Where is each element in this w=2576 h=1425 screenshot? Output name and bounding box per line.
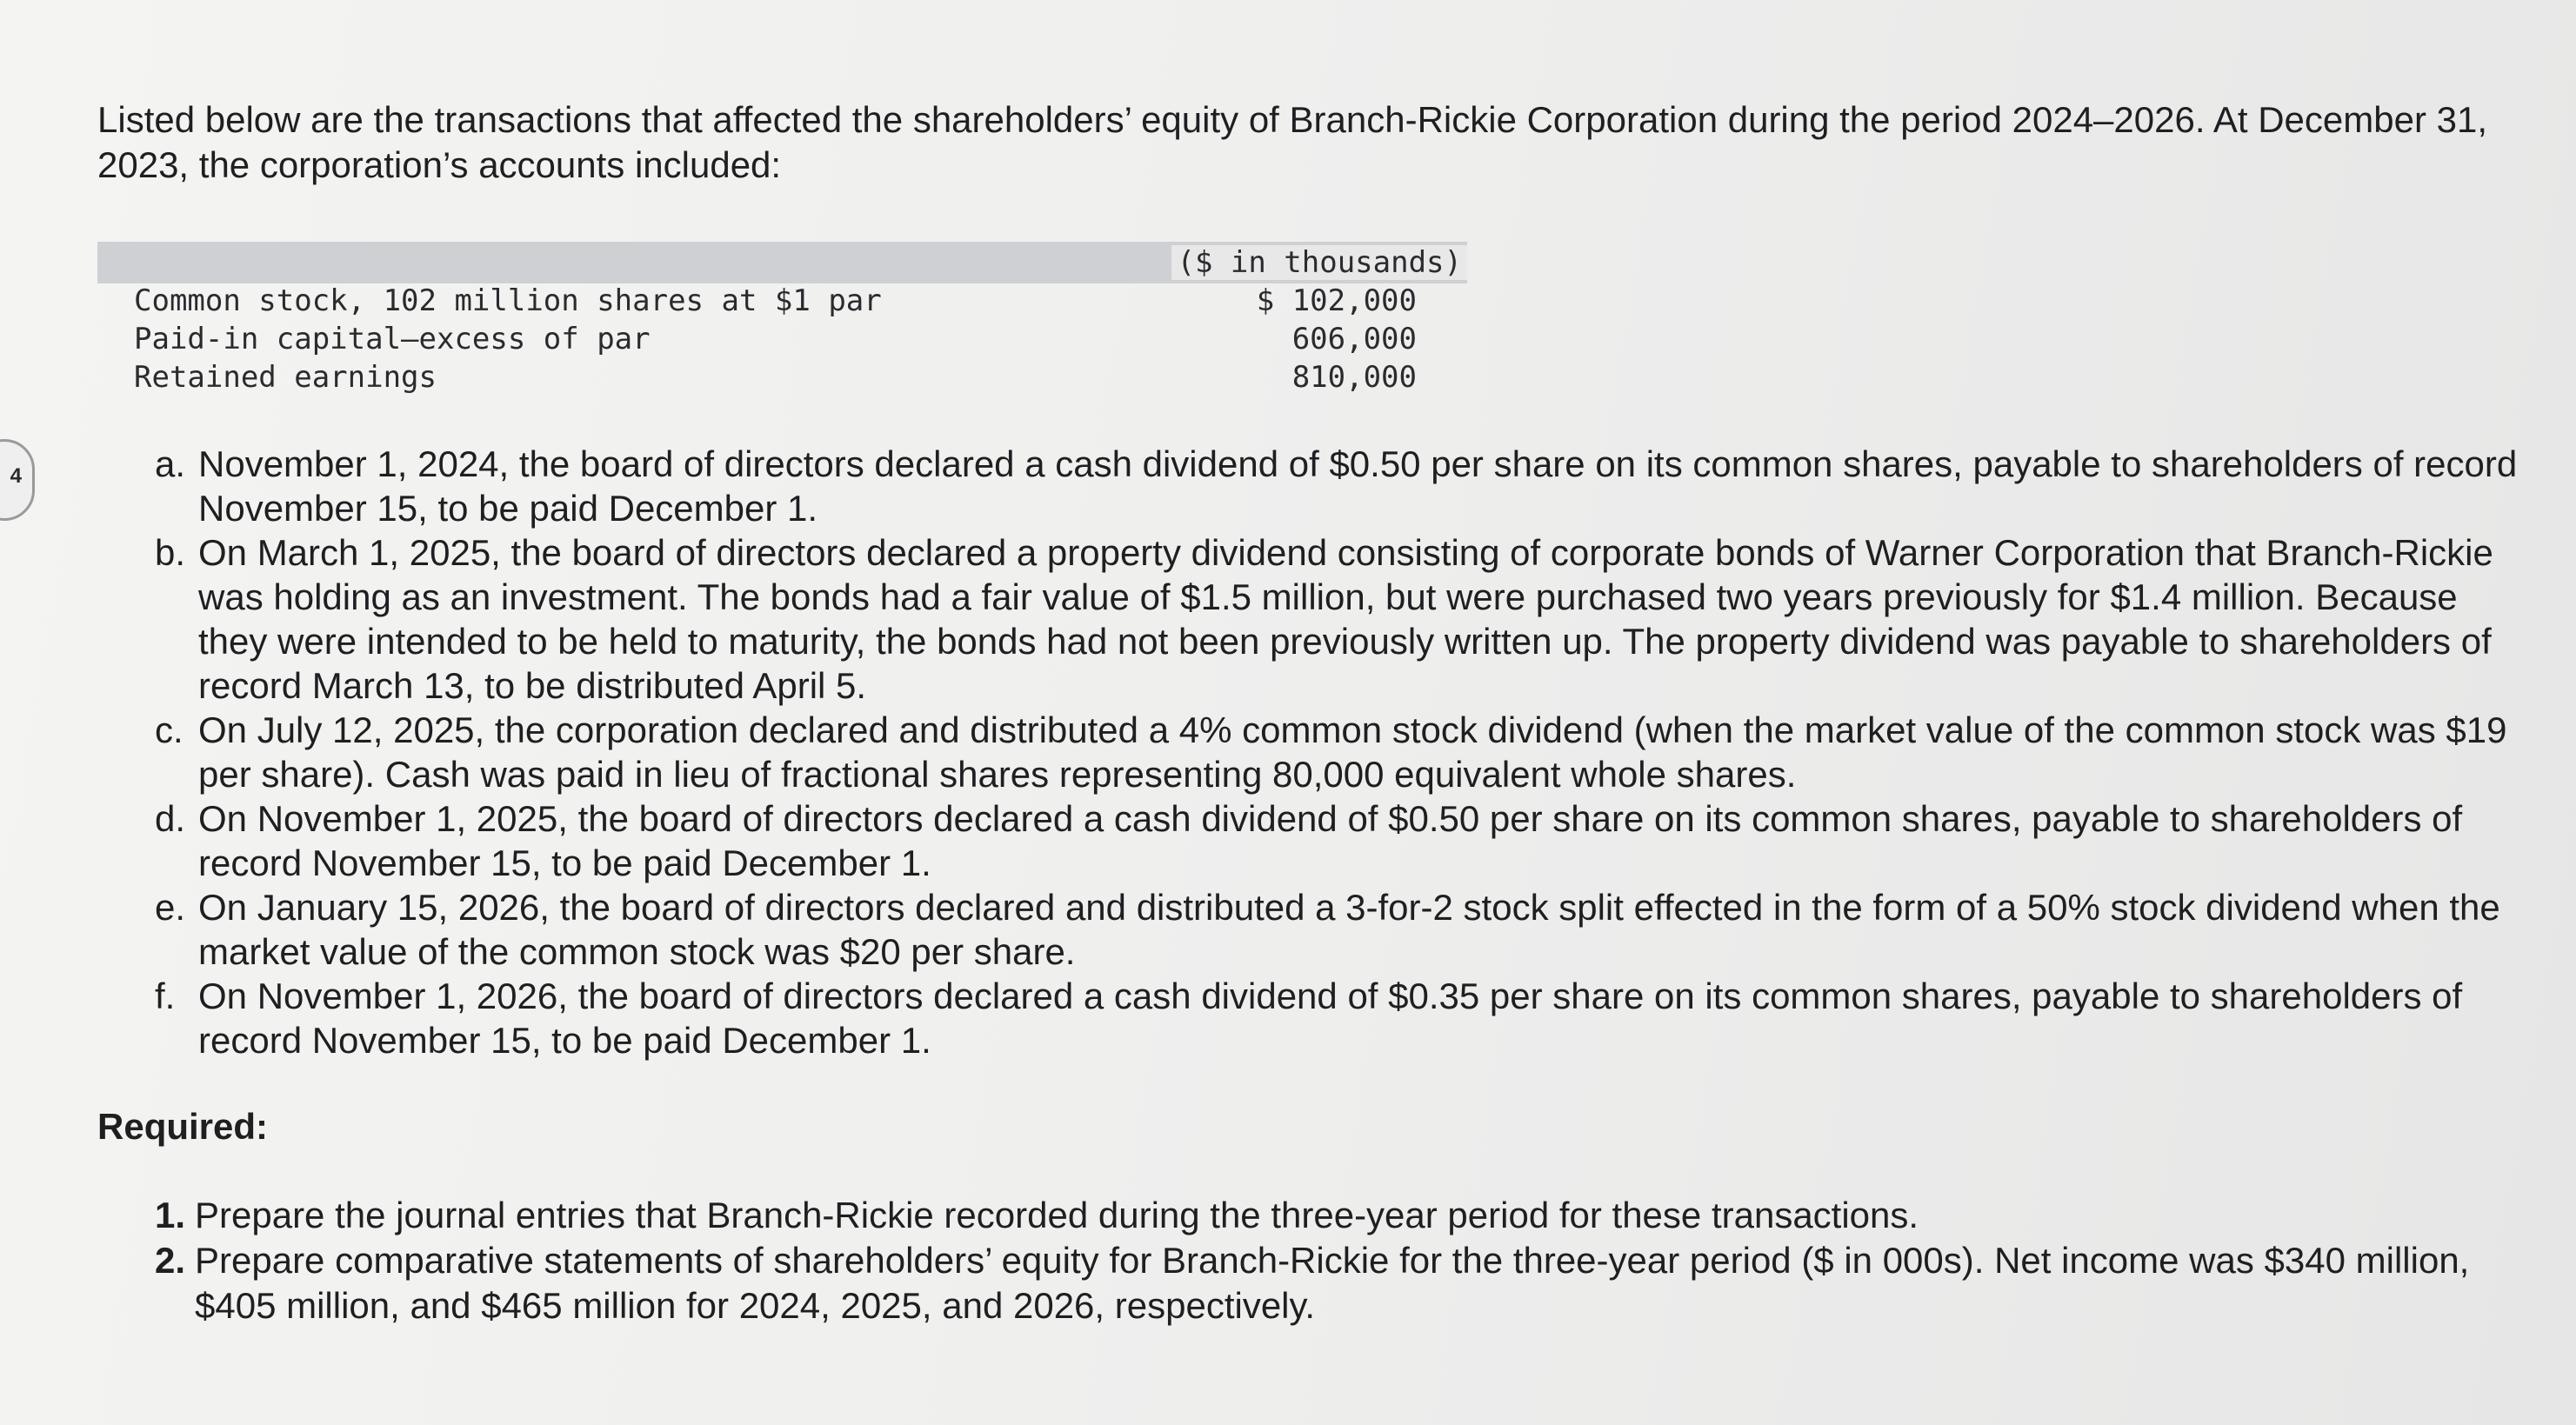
accounts-table-header xyxy=(97,242,1467,283)
accounts-table xyxy=(97,242,1467,398)
list-item xyxy=(155,442,2520,530)
list-item xyxy=(155,796,2520,885)
required-heading: Required: xyxy=(97,1106,269,1147)
question-number: 4 xyxy=(10,464,22,488)
item-text: On November 1, 2025, the board of directors declared a cash dividend of $0.50 per share on its common shares, payable to shareholders of record November 15, to be paid December 1. xyxy=(198,798,2463,883)
table-row xyxy=(97,283,1467,322)
list-item xyxy=(155,974,2520,1062)
list-item xyxy=(155,1193,2503,1238)
intro-paragraph: Listed below are the transactions that affected the shareholders’ equity of Branch-Rickie Corporation during the period 2024–2026. At December 31, 2023, the corporation’s accounts included: xyxy=(97,99,2488,185)
account-label: Common stock, 102 million shares at $1 par xyxy=(134,283,882,318)
units-label: ($ in thousands) xyxy=(1171,245,1467,280)
question-number-badge xyxy=(0,439,35,521)
required-list xyxy=(155,1193,2503,1328)
list-item xyxy=(155,1238,2503,1328)
table-row xyxy=(97,360,1467,398)
list-item xyxy=(155,708,2520,796)
item-letter: a. xyxy=(155,443,186,484)
item-text: On November 1, 2026, the board of directors declared a cash dividend of $0.35 per share on its common shares, payable to shareholders of record November 15, to be paid December 1. xyxy=(198,976,2463,1061)
account-label: Retained earnings xyxy=(134,360,437,395)
item-text: On July 12, 2025, the corporation declared and distributed a 4% common stock dividend (when the market value of the common stock was $19 per share). Cash was paid in lieu of fractional shares representing 80,000 equivalent whole shares. xyxy=(198,709,2507,795)
item-number: 1. xyxy=(155,1195,186,1235)
item-letter: f. xyxy=(155,976,176,1016)
list-item xyxy=(155,885,2520,974)
item-text: On January 15, 2026, the board of directors declared and distributed a 3-for-2 stock split effected in the form of a 50% stock dividend when the market value of the common stock was $20 per share. xyxy=(198,887,2500,972)
account-value: 810,000 xyxy=(1291,360,1417,395)
account-value: $ 102,000 xyxy=(1256,283,1417,318)
list-item xyxy=(155,530,2520,708)
account-value: 606,000 xyxy=(1291,322,1417,356)
item-letter: c. xyxy=(155,709,184,750)
table-row xyxy=(97,322,1467,360)
item-text: Prepare comparative statements of shareholders’ equity for Branch-Rickie for the three-year period ($ in 000s). Net income was $340 million, $405 million, and $465 million for 2024, 2025, and 2026, respectively. xyxy=(195,1240,2470,1326)
item-text: Prepare the journal entries that Branch-Rickie recorded during the three-year period for these transactions. xyxy=(195,1195,1919,1235)
transaction-list xyxy=(155,442,2520,1062)
item-letter: d. xyxy=(155,798,186,839)
item-text: November 1, 2024, the board of directors declared a cash dividend of $0.50 per share on its common shares, payable to shareholders of record November 15, to be paid December 1. xyxy=(198,443,2518,529)
item-letter: e. xyxy=(155,887,186,928)
item-number: 2. xyxy=(155,1240,186,1281)
account-label: Paid-in capital—excess of par xyxy=(134,322,651,356)
item-text: On March 1, 2025, the board of directors declared a property dividend consisting of corporate bonds of Warner Corporation that Branch-Rickie was holding as an investment. The bonds had a fair value of $1.5 million, but were purchased two years previously for $1.4 million. Because they were intended to be held to maturity, the bonds had not been previously written up. The property dividend was payable to shareholders of record March 13, to be distributed April 5. xyxy=(198,532,2493,706)
item-letter: b. xyxy=(155,532,186,573)
